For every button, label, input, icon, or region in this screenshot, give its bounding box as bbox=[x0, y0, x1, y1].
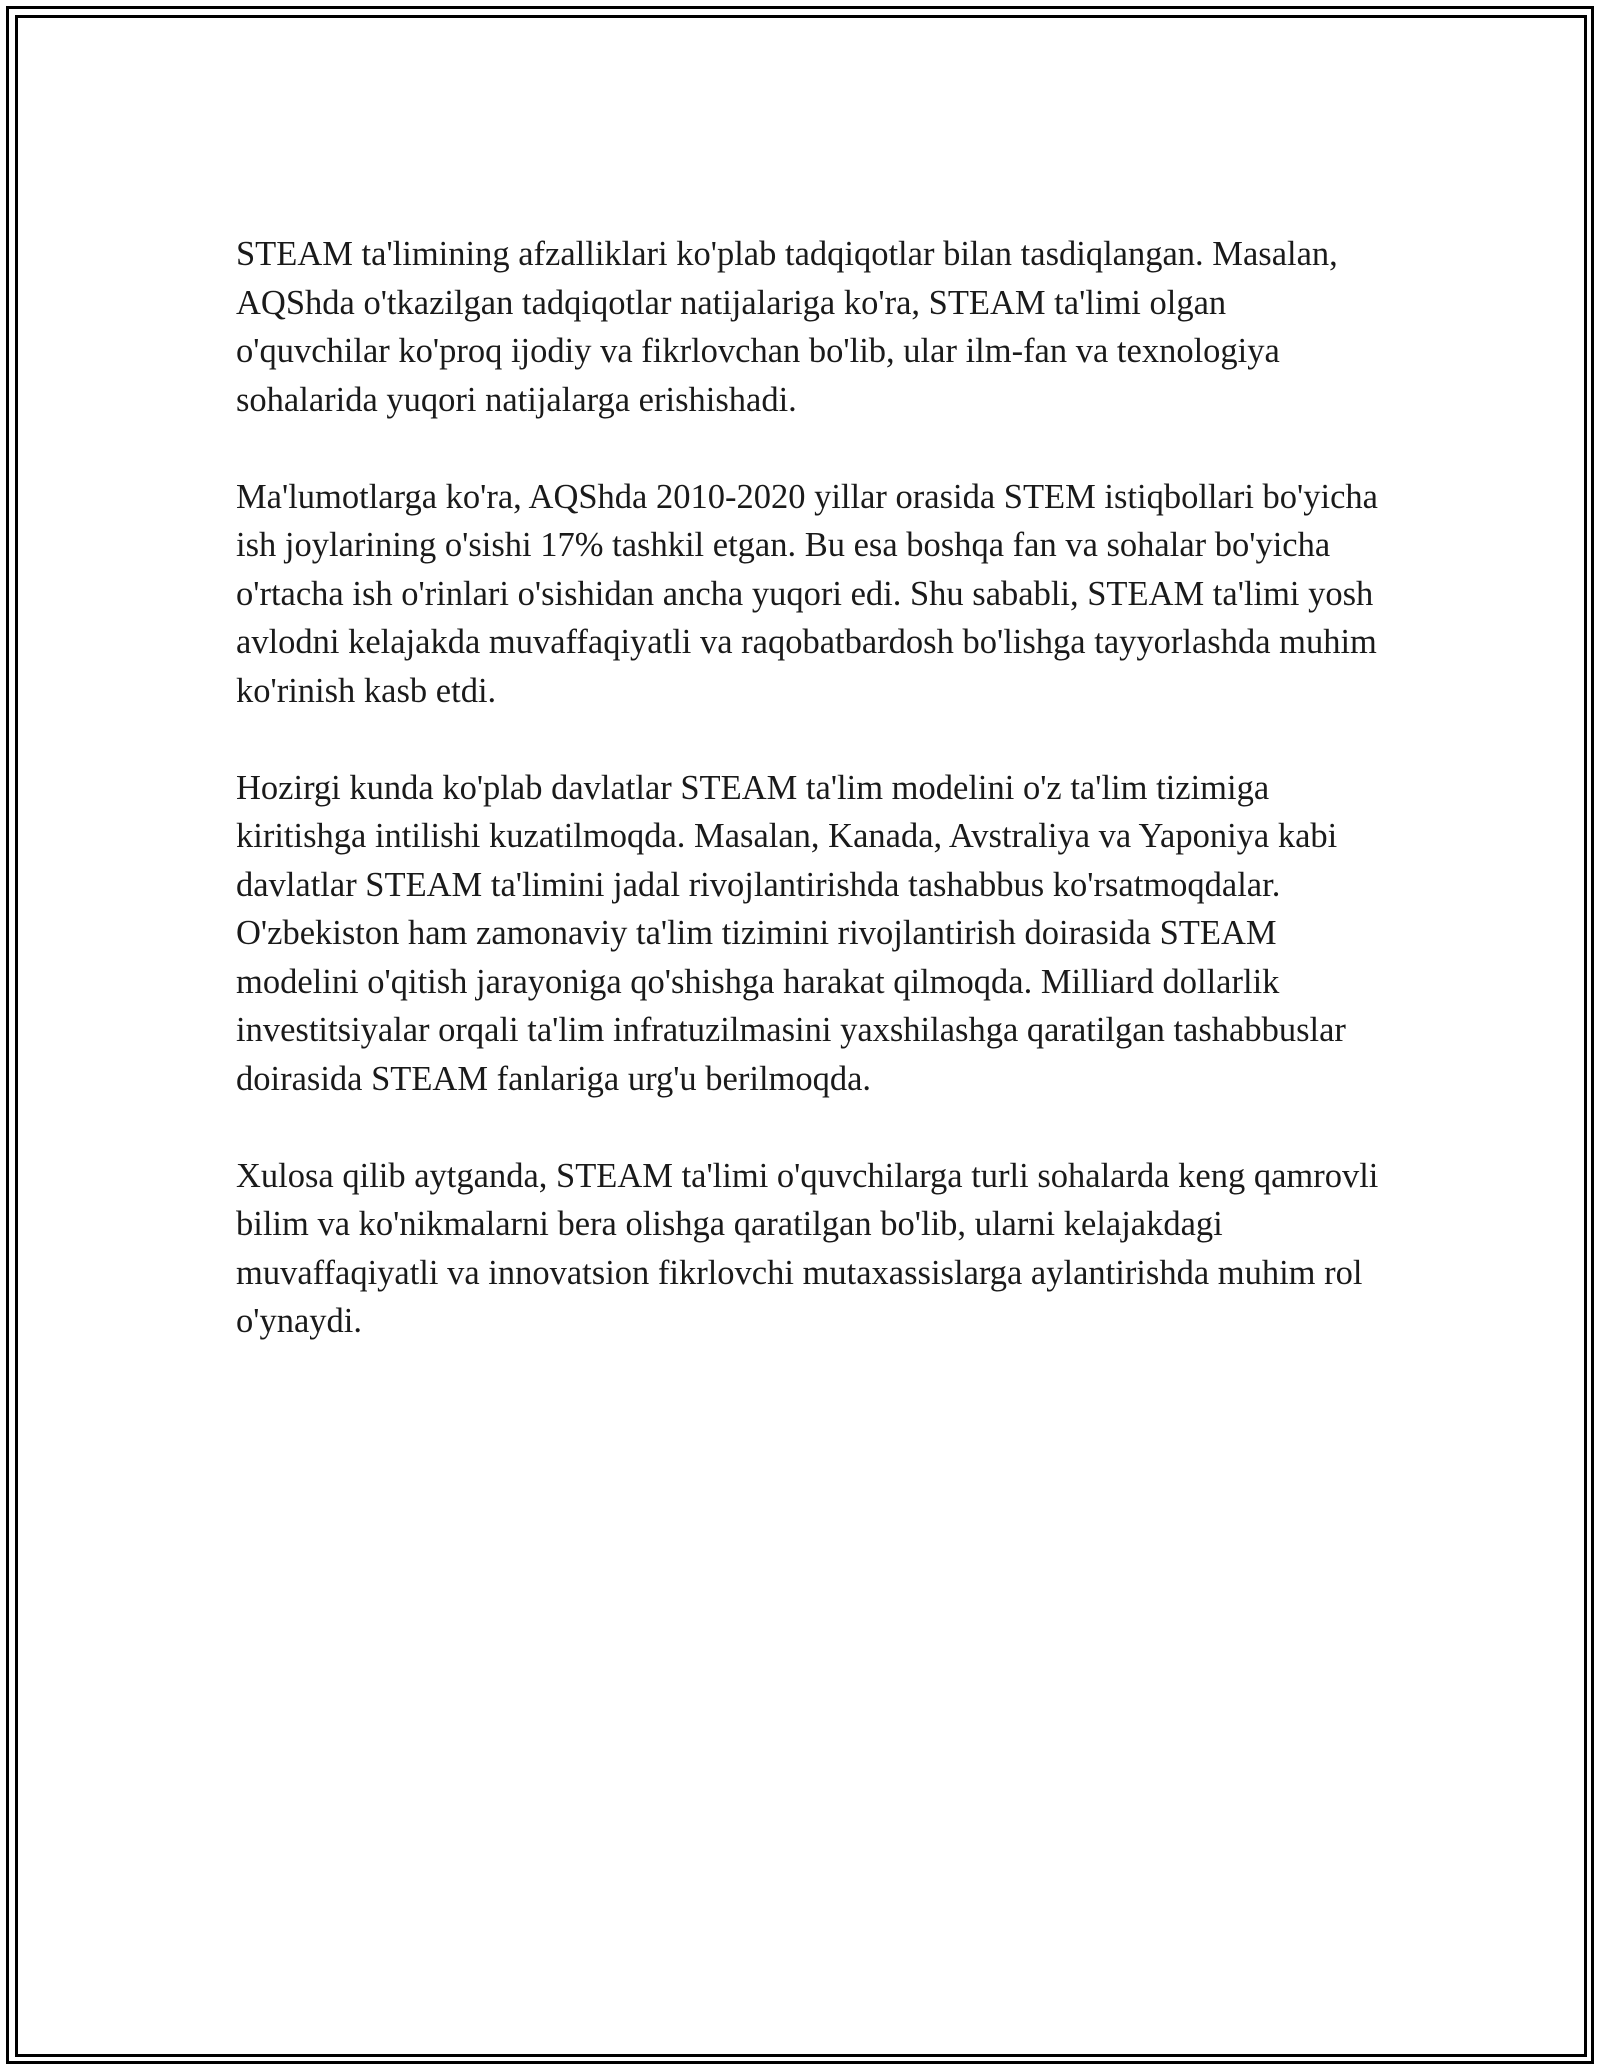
document-body bbox=[236, 230, 1386, 1394]
paragraph-countries-adoption: Hozirgi kunda ko'plab davlatlar STEAM ta'lim modelini o'z ta'lim tizimiga kiritishga intilishi kuzatilmoqda. Masalan, Kanada, Avstraliya va Yaponiya kabi davlatlar STEAM ta'limini jadal rivojlantirishda tashabbus ko'rsatmoqdalar. O'zbekiston ham zamonaviy ta'lim tizimini rivojlantirish doirasida STEAM modelini o'qitish jarayoniga qo'shishga harakat qilmoqda. Milliard dollarlik investitsiyalar orqali ta'lim infratuzilmasini yaxshilashga qaratilgan tashabbuslar doirasida STEAM fanlariga urg'u berilmoqda. bbox=[236, 768, 1346, 1098]
paragraph-steam-benefits: STEAM ta'limining afzalliklari ko'plab tadqiqotlar bilan tasdiqlangan. Masalan, AQShda o'tkazilgan tadqiqotlar natijalariga ko'ra, STEAM ta'limi olgan o'quvchilar ko'proq ijodiy va fikrlovchan bo'lib, ular ilm-fan va texnologiya sohalarida yuqori natijalarga erishishadi. bbox=[236, 235, 1338, 419]
paragraph-conclusion: Xulosa qilib aytganda, STEAM ta'limi o'quvchilarga turli sohalarda keng qamrovli bilim va ko'nikmalarni bera olishga qaratilgan bo'lib, ularni kelajakdagi muvaffaqiyatli va innovatsion fikrlovchi mutaxassislarga aylantirishda muhim rol o'ynaydi. bbox=[236, 1156, 1379, 1340]
paragraph-stem-job-growth: Ma'lumotlarga ko'ra, AQShda 2010-2020 yillar orasida STEM istiqbollari bo'yicha ish joylarining o'sishi 17% tashkil etgan. Bu esa boshqa fan va sohalar bo'yicha o'rtacha ish o'rinlari o'sishidan ancha yuqori edi. Shu sababli, STEAM ta'limi yosh avlodni kelajakda muvaffaqiyatli va raqobatbardosh bo'lishga tayyorlashda muhim ko'rinish kasb etdi. bbox=[236, 477, 1378, 710]
